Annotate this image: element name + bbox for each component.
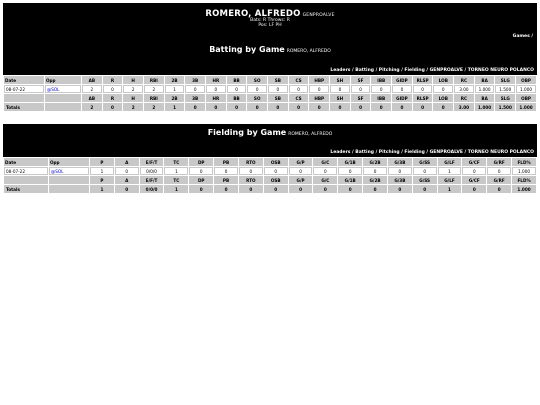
column-header: G/2B bbox=[363, 158, 387, 166]
column-header: G/LF bbox=[438, 176, 462, 184]
column-header: TC bbox=[164, 176, 188, 184]
column-header: IBB bbox=[371, 94, 391, 102]
totals-cell: 0 bbox=[227, 103, 247, 111]
batting-subtitle: ROMERO, ALFREDO bbox=[286, 49, 331, 54]
totals-cell bbox=[49, 185, 89, 193]
column-header: G/CF bbox=[462, 158, 486, 166]
totals-cell: 0 bbox=[239, 185, 263, 193]
totals-cell: 0 bbox=[392, 103, 412, 111]
nav-team-link[interactable]: GENPROALVE bbox=[429, 150, 463, 155]
totals-cell: 0 bbox=[388, 185, 412, 193]
totals-cell: 0 bbox=[247, 103, 267, 111]
column-header: SLG bbox=[495, 94, 515, 102]
stat-cell: 0 bbox=[413, 85, 433, 93]
column-header: HBP bbox=[309, 94, 329, 102]
stat-cell: 0 bbox=[103, 85, 123, 93]
table-row bbox=[4, 167, 536, 175]
stat-cell: 0 bbox=[392, 85, 412, 93]
column-header: SO bbox=[247, 76, 267, 84]
column-header: HR bbox=[206, 76, 226, 84]
totals-cell: 0 bbox=[413, 185, 437, 193]
column-header: BB bbox=[227, 94, 247, 102]
column-header: R bbox=[103, 94, 123, 102]
stat-cell: 0 bbox=[351, 85, 371, 93]
column-header: G/RF bbox=[487, 158, 511, 166]
column-header: G/C bbox=[313, 158, 337, 166]
stat-cell: 0/0/0 bbox=[140, 167, 164, 175]
totals-cell: 1 bbox=[164, 185, 188, 193]
totals-cell: 2 bbox=[82, 103, 102, 111]
fielding-panel bbox=[3, 124, 537, 157]
column-header: G/3B bbox=[388, 158, 412, 166]
stat-cell: 1.000 bbox=[512, 167, 536, 175]
games-link[interactable]: Games / bbox=[512, 34, 533, 39]
totals-cell: 0/0/0 bbox=[140, 185, 164, 193]
fielding-title-text: Fielding by Game bbox=[207, 128, 287, 137]
stat-cell: 0 bbox=[268, 85, 288, 93]
nav-leaders-link[interactable]: Leaders bbox=[330, 68, 351, 73]
column-header: P bbox=[90, 176, 114, 184]
column-header: SH bbox=[330, 94, 350, 102]
column-header: P bbox=[90, 158, 114, 166]
stat-cell: 1.500 bbox=[495, 85, 515, 93]
stat-cell: 0 bbox=[289, 85, 309, 93]
nav-leaders-link[interactable]: Leaders bbox=[330, 150, 351, 155]
batting-title bbox=[3, 45, 537, 54]
stat-cell: 3.00 bbox=[454, 85, 474, 93]
column-header: Date bbox=[4, 76, 44, 84]
stat-cell: 0 bbox=[214, 167, 238, 175]
column-header: RBI bbox=[144, 94, 164, 102]
column-header: G/2B bbox=[363, 176, 387, 184]
totals-cell: 1 bbox=[165, 103, 185, 111]
column-header: 3B bbox=[185, 76, 205, 84]
blank-header-cell bbox=[45, 94, 81, 102]
totals-cell: 0 bbox=[363, 185, 387, 193]
batting-panel bbox=[3, 3, 537, 75]
column-header: G/SS bbox=[413, 176, 437, 184]
totals-cell bbox=[45, 103, 81, 111]
column-header: G/P bbox=[289, 176, 313, 184]
stat-cell: 0 bbox=[115, 167, 139, 175]
totals-cell: 0 bbox=[206, 103, 226, 111]
totals-cell: 1.000 bbox=[516, 103, 536, 111]
column-header: A bbox=[115, 158, 139, 166]
column-header: Opp bbox=[45, 76, 81, 84]
column-header: BA bbox=[475, 76, 495, 84]
opponent-link[interactable]: @SOL bbox=[49, 167, 89, 175]
totals-cell: 0 bbox=[330, 103, 350, 111]
totals-cell: 1 bbox=[90, 185, 114, 193]
totals-row bbox=[4, 185, 536, 193]
column-header: G/1B bbox=[338, 176, 362, 184]
column-header: RC bbox=[454, 94, 474, 102]
stat-cell: 0 bbox=[371, 85, 391, 93]
column-header: H bbox=[123, 76, 143, 84]
column-header: RLSP bbox=[413, 94, 433, 102]
game-date: 08-07-22 bbox=[4, 85, 44, 93]
column-header: GIDP bbox=[392, 94, 412, 102]
column-header: SO bbox=[247, 94, 267, 102]
totals-cell: 3.00 bbox=[454, 103, 474, 111]
batting-header-row-repeat bbox=[4, 94, 536, 102]
column-header: RC bbox=[454, 76, 474, 84]
totals-cell: 0 bbox=[462, 185, 486, 193]
column-header: SF bbox=[351, 76, 371, 84]
column-header: G/LF bbox=[438, 158, 462, 166]
column-header: PB bbox=[214, 158, 238, 166]
column-header: 2B bbox=[165, 76, 185, 84]
blank-header-cell bbox=[49, 176, 89, 184]
totals-cell: 0 bbox=[214, 185, 238, 193]
totals-cell: 1.000 bbox=[475, 103, 495, 111]
stat-cell: 1 bbox=[165, 85, 185, 93]
stat-cell: 0 bbox=[388, 167, 412, 175]
column-header: H bbox=[123, 94, 143, 102]
totals-label: Totals bbox=[4, 103, 44, 111]
fielding-header-row-repeat bbox=[4, 176, 536, 184]
totals-cell: 0 bbox=[189, 185, 213, 193]
stat-cell: 2 bbox=[144, 85, 164, 93]
stat-cell: 0 bbox=[309, 85, 329, 93]
stat-cell: 0 bbox=[206, 85, 226, 93]
totals-cell: 0 bbox=[268, 103, 288, 111]
stat-cell: 0 bbox=[247, 85, 267, 93]
column-header: DP bbox=[189, 158, 213, 166]
blank-header-cell bbox=[4, 176, 48, 184]
totals-cell: 1.000 bbox=[512, 185, 536, 193]
column-header: SLG bbox=[495, 76, 515, 84]
column-header: G/1B bbox=[338, 158, 362, 166]
page bbox=[0, 0, 540, 197]
fielding-nav-links: Leaders / Batting / Pitching / Fielding / GENPROALVE / TORNEO NEURO POLANCO bbox=[330, 150, 534, 155]
column-header: G/CF bbox=[462, 176, 486, 184]
stat-cell: 1 bbox=[164, 167, 188, 175]
column-header: HR bbox=[206, 94, 226, 102]
nav-batting-link[interactable]: Batting bbox=[355, 68, 375, 73]
column-header: 3B bbox=[185, 94, 205, 102]
stat-cell: 2 bbox=[82, 85, 102, 93]
column-header: TC bbox=[164, 158, 188, 166]
column-header: OSB bbox=[264, 158, 288, 166]
column-header: PB bbox=[214, 176, 238, 184]
column-header: LOB bbox=[433, 76, 453, 84]
totals-cell: 0 bbox=[413, 103, 433, 111]
batting-header-row bbox=[4, 76, 536, 84]
column-header: OBP bbox=[516, 76, 536, 84]
totals-cell: 0 bbox=[309, 103, 329, 111]
column-header: RLSP bbox=[413, 76, 433, 84]
column-header: RBI bbox=[144, 76, 164, 84]
player-name: ROMERO, ALFREDO bbox=[205, 9, 301, 19]
column-header: G/RF bbox=[487, 176, 511, 184]
player-team: GENPROALVE bbox=[302, 13, 335, 18]
column-header: G/SS bbox=[413, 158, 437, 166]
column-header: Opp bbox=[49, 158, 89, 166]
fielding-table bbox=[3, 157, 537, 194]
bats-throws: Bats: R Throws: R bbox=[250, 18, 290, 23]
totals-row bbox=[4, 103, 536, 111]
totals-cell: 0 bbox=[487, 185, 511, 193]
stat-cell: 0 bbox=[413, 167, 437, 175]
column-header: OBP bbox=[516, 94, 536, 102]
totals-cell: 0 bbox=[264, 185, 288, 193]
stat-cell: 0 bbox=[239, 167, 263, 175]
column-header: RTO bbox=[239, 176, 263, 184]
column-header: G/C bbox=[313, 176, 337, 184]
column-header: G/3B bbox=[388, 176, 412, 184]
stat-cell: 0 bbox=[363, 167, 387, 175]
column-header: LOB bbox=[433, 94, 453, 102]
fielding-title bbox=[3, 128, 537, 137]
totals-label: Totals bbox=[4, 185, 48, 193]
column-header: R bbox=[103, 76, 123, 84]
fielding-header-row bbox=[4, 158, 536, 166]
stat-cell: 0 bbox=[227, 85, 247, 93]
column-header: SB bbox=[268, 94, 288, 102]
totals-cell: 0 bbox=[313, 185, 337, 193]
nav-batting-link[interactable]: Batting bbox=[355, 150, 375, 155]
stat-cell: 0 bbox=[289, 167, 313, 175]
column-header: BB bbox=[227, 76, 247, 84]
player-header bbox=[3, 3, 537, 67]
column-header: GIDP bbox=[392, 76, 412, 84]
stat-cell: 1 bbox=[438, 167, 462, 175]
totals-cell: 0 bbox=[103, 103, 123, 111]
column-header: DP bbox=[189, 176, 213, 184]
table-row bbox=[4, 85, 536, 93]
column-header: SB bbox=[268, 76, 288, 84]
stat-cell: 0 bbox=[313, 167, 337, 175]
nav-pitching-link[interactable]: Pitching bbox=[378, 150, 400, 155]
column-header: CS bbox=[289, 76, 309, 84]
totals-cell: 0 bbox=[185, 103, 205, 111]
column-header: CS bbox=[289, 94, 309, 102]
stat-cell: 1.000 bbox=[516, 85, 536, 93]
game-date: 08-07-22 bbox=[4, 167, 48, 175]
totals-cell: 0 bbox=[289, 103, 309, 111]
nav-fielding-link[interactable]: Fielding bbox=[404, 150, 425, 155]
column-header: 2B bbox=[165, 94, 185, 102]
nav-pitching-link[interactable]: Pitching bbox=[378, 68, 400, 73]
totals-cell: 2 bbox=[123, 103, 143, 111]
nav-league-link[interactable]: TORNEO NEURO POLANCO bbox=[467, 68, 534, 73]
column-header: Date bbox=[4, 158, 48, 166]
column-header: E/F/T bbox=[140, 158, 164, 166]
stat-cell: 1.000 bbox=[475, 85, 495, 93]
totals-cell: 1.500 bbox=[495, 103, 515, 111]
stat-cell: 0 bbox=[185, 85, 205, 93]
column-header: G/P bbox=[289, 158, 313, 166]
totals-cell: 0 bbox=[289, 185, 313, 193]
blank-header-cell bbox=[4, 94, 44, 102]
totals-cell: 0 bbox=[115, 185, 139, 193]
column-header: E/F/T bbox=[140, 176, 164, 184]
column-header: IBB bbox=[371, 76, 391, 84]
column-header: OSB bbox=[264, 176, 288, 184]
player-positions: Pos: LF PH bbox=[258, 23, 282, 28]
stat-cell: 0 bbox=[338, 167, 362, 175]
totals-cell: 0 bbox=[338, 185, 362, 193]
nav-league-link[interactable]: TORNEO NEURO POLANCO bbox=[467, 150, 534, 155]
opponent-link[interactable]: @SOL bbox=[45, 85, 81, 93]
batting-title-text: Batting by Game bbox=[209, 45, 285, 54]
column-header: AB bbox=[82, 76, 102, 84]
stat-cell: 0 bbox=[433, 85, 453, 93]
column-header: SH bbox=[330, 76, 350, 84]
batting-nav-links: Leaders / Batting / Pitching / Fielding / GENPROALVE / TORNEO NEURO POLANCO bbox=[330, 68, 534, 73]
stat-cell: 0 bbox=[330, 85, 350, 93]
totals-cell: 1 bbox=[438, 185, 462, 193]
stat-cell: 0 bbox=[462, 167, 486, 175]
stat-cell: 0 bbox=[487, 167, 511, 175]
totals-cell: 0 bbox=[371, 103, 391, 111]
totals-cell: 0 bbox=[351, 103, 371, 111]
fielding-header bbox=[3, 124, 537, 149]
column-header: FLD% bbox=[512, 176, 536, 184]
stat-cell: 2 bbox=[123, 85, 143, 93]
stat-cell: 1 bbox=[90, 167, 114, 175]
column-header: FLD% bbox=[512, 158, 536, 166]
stat-cell: 0 bbox=[189, 167, 213, 175]
totals-cell: 2 bbox=[144, 103, 164, 111]
totals-cell: 0 bbox=[433, 103, 453, 111]
nav-team-link[interactable]: GENPROALVE bbox=[429, 68, 463, 73]
fielding-subtitle: ROMERO, ALFREDO bbox=[288, 132, 333, 137]
batting-table bbox=[3, 75, 537, 112]
column-header: RTO bbox=[239, 158, 263, 166]
column-header: SF bbox=[351, 94, 371, 102]
column-header: AB bbox=[82, 94, 102, 102]
column-header: BA bbox=[475, 94, 495, 102]
column-header: A bbox=[115, 176, 139, 184]
column-header: HBP bbox=[309, 76, 329, 84]
nav-fielding-link[interactable]: Fielding bbox=[404, 68, 425, 73]
stat-cell: 0 bbox=[264, 167, 288, 175]
